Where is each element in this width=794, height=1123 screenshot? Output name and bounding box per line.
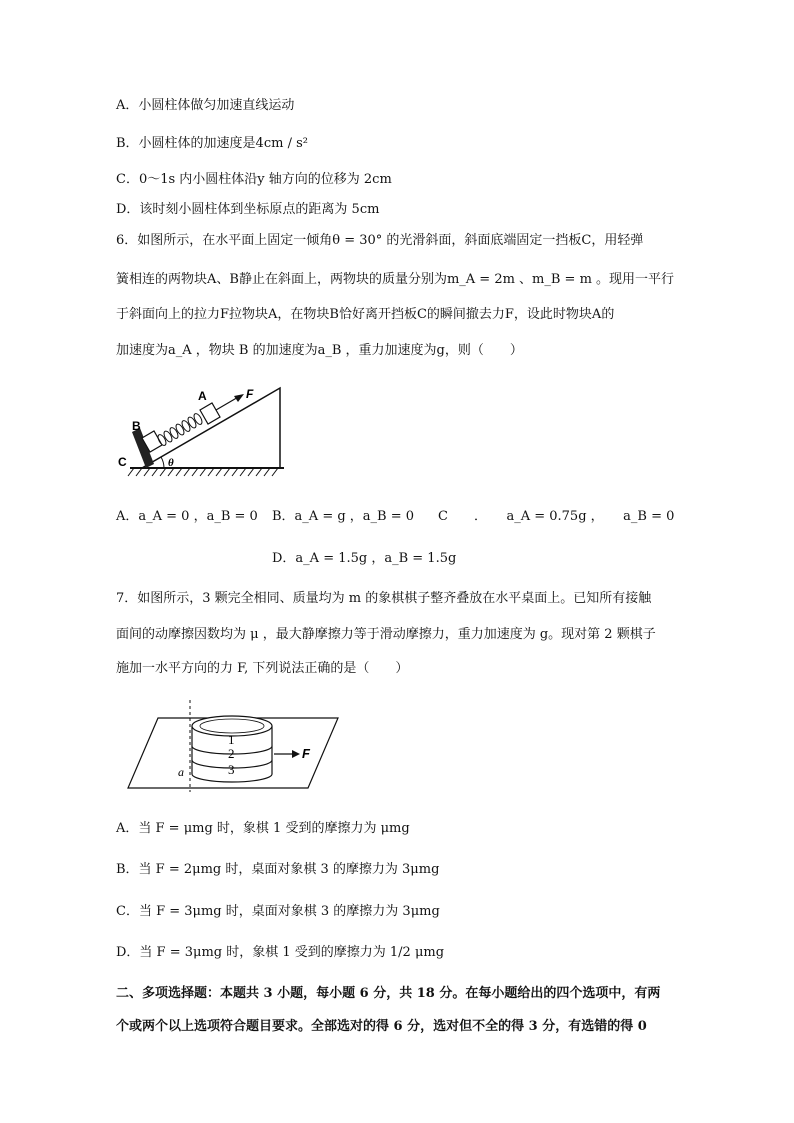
q5-option-a: A．小圆柱体做匀加速直线运动 bbox=[116, 98, 295, 113]
q5-option-c: C．0～1s 内小圆柱体沿y 轴方向的位移为 2cm bbox=[116, 172, 392, 187]
q6-line-3: 于斜面向上的拉力F拉物块A，在物块B恰好离开挡板C的瞬间撤去力F，设此时物块A的 bbox=[116, 307, 615, 322]
incline-figure bbox=[112, 380, 292, 480]
piece-label-1: 1 bbox=[228, 732, 235, 747]
piece-label-3: 3 bbox=[228, 762, 235, 777]
q7-option-b: B．当 F = 2μmg 时，桌面对象棋 3 的摩擦力为 3μmg bbox=[116, 862, 440, 877]
section2-line-2: 个或两个以上选项符合题目要求。全部选对的得 6 分，选对但不全的得 3 分，有选错的得 0 bbox=[116, 1019, 647, 1034]
q7-line-1: 7．如图所示，3 颗完全相同、质量均为 m 的象棋棋子整齐叠放在水平桌面上。已知所有接触 bbox=[116, 591, 652, 606]
q6-line-4: 加速度为a_A ，物块 B 的加速度为a_B ，重力加速度为g，则（ ） bbox=[116, 343, 523, 358]
q7-line-3: 施加一水平方向的力 F, 下列说法正确的是（ ） bbox=[116, 661, 409, 676]
q5-option-d: D．该时刻小圆柱体到坐标原点的距离为 5cm bbox=[116, 202, 380, 217]
q6-option-a: A．a_A = 0 ，a_B = 0 bbox=[116, 509, 258, 524]
q6-option-c: C ． a_A = 0.75g ， a_B = 0 bbox=[438, 509, 675, 524]
label-b: B bbox=[132, 419, 141, 433]
force-label-f: F bbox=[302, 746, 310, 761]
label-f: F bbox=[246, 387, 254, 401]
piece-label-2: 2 bbox=[228, 746, 235, 761]
q6-option-d: D．a_A = 1.5g ，a_B = 1.5g bbox=[272, 551, 457, 566]
axis-label-a: a bbox=[178, 765, 184, 779]
label-a: A bbox=[198, 389, 207, 403]
q6-line-1: 6．如图所示，在水平面上固定一倾角θ = 30° 的光滑斜面，斜面底端固定一挡板C，用轻弹 bbox=[116, 233, 644, 248]
label-c: C bbox=[118, 455, 127, 469]
chess-stack-figure bbox=[124, 696, 340, 796]
q6-option-b: B．a_A = g ，a_B = 0 bbox=[272, 509, 415, 524]
label-theta: θ bbox=[168, 457, 174, 469]
q7-option-d: D．当 F = 3μmg 时，象棋 1 受到的摩擦力为 1/2 μmg bbox=[116, 945, 445, 960]
q7-line-2: 面间的动摩擦因数均为 μ ，最大静摩擦力等于滑动摩擦力，重力加速度为 g。现对第 2 颗棋子 bbox=[116, 627, 656, 642]
q7-option-a: A．当 F = μmg 时，象棋 1 受到的摩擦力为 μmg bbox=[116, 821, 410, 836]
q6-line-2: 簧相连的两物块A、B静止在斜面上，两物块的质量分别为m_A = 2m 、m_B = m 。现用一平行 bbox=[116, 272, 675, 287]
q5-option-b: B．小圆柱体的加速度是4cm / s² bbox=[116, 136, 308, 151]
section2-line-1: 二、多项选择题：本题共 3 小题，每小题 6 分，共 18 分。在每小题给出的四个选项中，有两 bbox=[116, 986, 661, 1001]
q7-option-c: C．当 F = 3μmg 时，桌面对象棋 3 的摩擦力为 3μmg bbox=[116, 904, 440, 919]
